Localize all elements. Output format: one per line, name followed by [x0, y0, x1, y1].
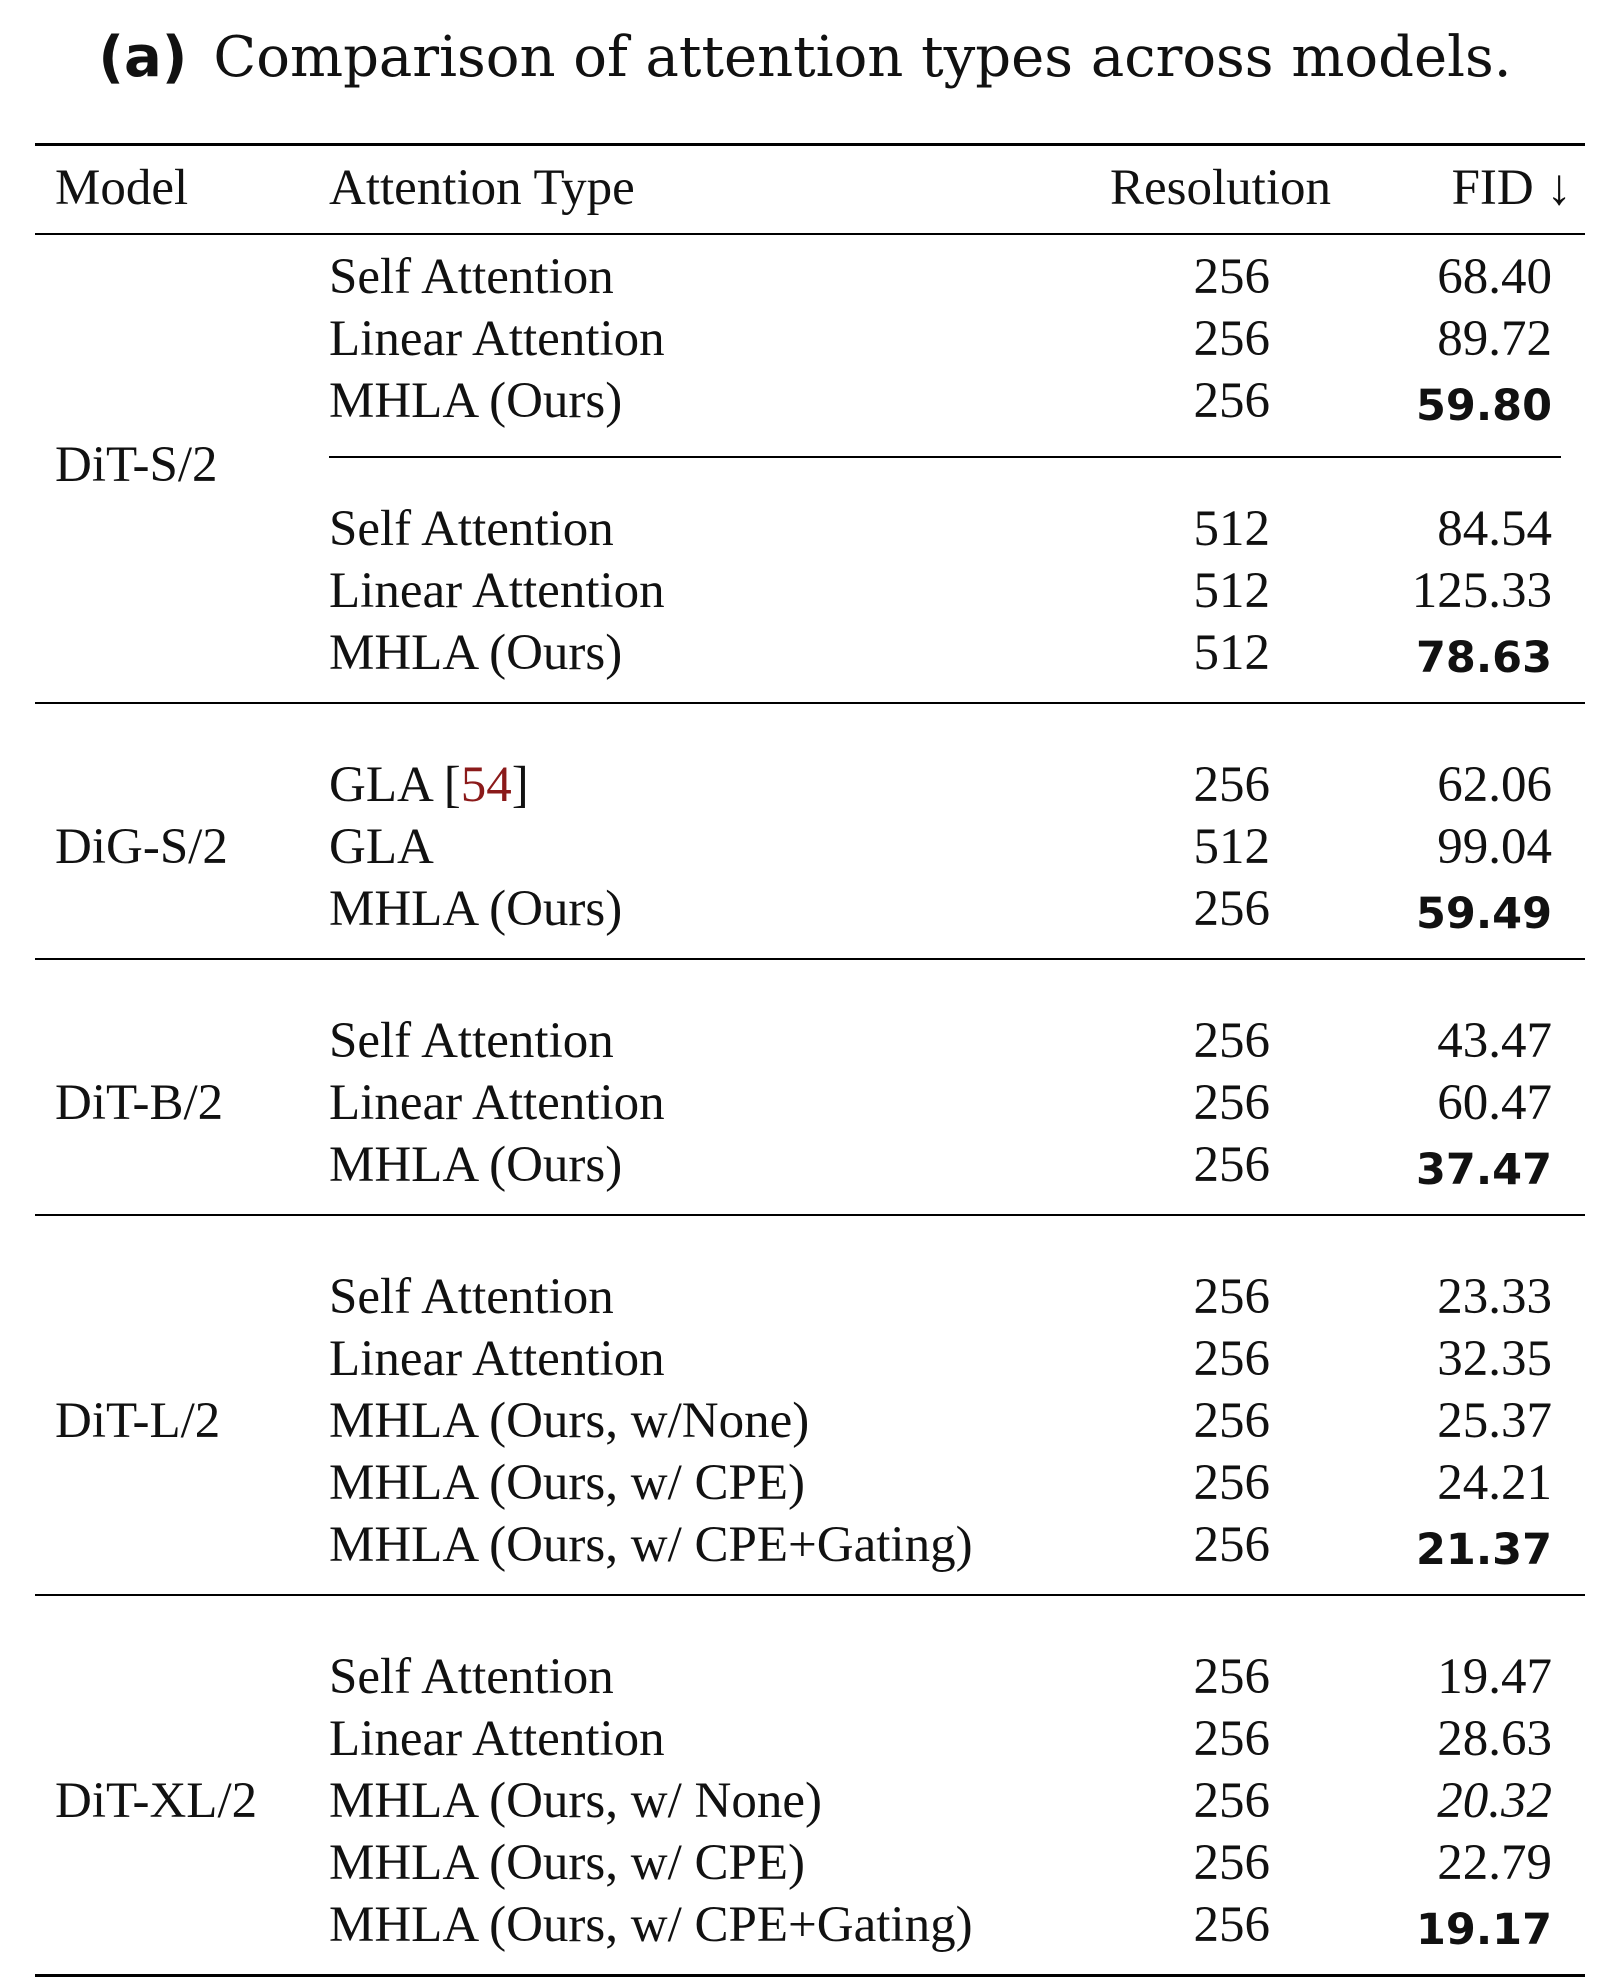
- attention-type-text: Self Attention: [329, 1013, 614, 1069]
- attention-type-text: Linear Attention: [329, 1711, 665, 1767]
- attention-type-cell: [329, 1708, 665, 1770]
- resolution-cell: 256: [1193, 1137, 1270, 1193]
- attention-type-cell: [329, 816, 434, 878]
- fid-value: 19.47: [1437, 1649, 1552, 1705]
- attention-type-cell: [329, 1646, 614, 1708]
- fid-value: 68.40: [1437, 249, 1552, 305]
- attention-type-text: Self Attention: [329, 249, 614, 305]
- resolution-cell: 256: [1193, 311, 1270, 367]
- resolution-cell: 256: [1193, 1331, 1270, 1387]
- fid-value: 99.04: [1437, 819, 1552, 875]
- resolution-cell: 256: [1193, 1013, 1270, 1069]
- attention-type-text: Self Attention: [329, 1269, 614, 1325]
- attention-type-text: MHLA (Ours, w/None): [329, 1393, 810, 1449]
- attention-type-cell: [329, 622, 622, 684]
- attention-type-cell: [329, 1894, 973, 1956]
- attention-type-text: Linear Attention: [329, 311, 665, 367]
- caption-tag: (a): [98, 25, 188, 90]
- attention-type-cell: [329, 1010, 614, 1072]
- resolution-cell: 512: [1193, 563, 1270, 619]
- attention-type-text: Self Attention: [329, 501, 614, 557]
- fid-value: 20.32: [1437, 1773, 1552, 1829]
- attention-type-text: Linear Attention: [329, 1075, 665, 1131]
- attention-type-text: Linear Attention: [329, 1331, 665, 1387]
- resolution-cell: 256: [1193, 373, 1270, 429]
- attention-type-text: MHLA (Ours): [329, 1137, 623, 1193]
- fid-best-value: 21.37: [1415, 1525, 1552, 1575]
- attention-type-text: MHLA (Ours): [329, 373, 623, 429]
- fid-value: 23.33: [1437, 1269, 1552, 1325]
- fid-best-value: 59.49: [1415, 889, 1552, 939]
- fid-value: 89.72: [1437, 311, 1552, 367]
- attention-type-cell: [329, 1072, 665, 1134]
- group-rule: [35, 702, 1585, 704]
- resolution-cell: 256: [1193, 1517, 1270, 1573]
- fid-value: 62.06: [1437, 757, 1552, 813]
- resolution-cell: 512: [1193, 819, 1270, 875]
- attention-type-cell: [329, 1134, 622, 1196]
- resolution-cell: 256: [1193, 757, 1270, 813]
- header-model: Model: [55, 160, 189, 216]
- resolution-cell: 256: [1193, 1393, 1270, 1449]
- attention-type-text: Self Attention: [329, 1649, 614, 1705]
- resolution-cell: 256: [1193, 1897, 1270, 1953]
- attention-type-text: MHLA (Ours): [329, 881, 623, 937]
- fid-value: 24.21: [1437, 1455, 1552, 1511]
- attention-type-cell: [329, 1266, 614, 1328]
- resolution-cell: 512: [1193, 501, 1270, 557]
- attention-type-text: MHLA (Ours, w/ CPE+Gating): [329, 1897, 973, 1953]
- citation-bracket: ]: [511, 757, 529, 813]
- fid-value: 32.35: [1437, 1331, 1552, 1387]
- attention-type-cell: [329, 498, 614, 560]
- attention-type-cell: [329, 1390, 809, 1452]
- resolution-cell: 256: [1193, 1711, 1270, 1767]
- attention-type-cell: [329, 560, 665, 622]
- attention-type-cell: [329, 1832, 805, 1894]
- group-rule: [35, 958, 1585, 960]
- model-name: DiG-S/2: [55, 819, 228, 875]
- attention-type-text: MHLA (Ours, w/ None): [329, 1773, 822, 1829]
- group-rule: [35, 1214, 1585, 1216]
- fid-value: 60.47: [1437, 1075, 1552, 1131]
- group-rule: [35, 1594, 1585, 1596]
- header-fid: FID ↓: [1451, 160, 1572, 216]
- attention-type-cell: [329, 1514, 973, 1576]
- fid-value: 25.37: [1437, 1393, 1552, 1449]
- caption-text: Comparison of attention types across models.: [213, 25, 1512, 90]
- attention-type-text: MHLA (Ours): [329, 625, 623, 681]
- header-resolution: Resolution: [1110, 160, 1332, 216]
- table-caption: [0, 18, 1610, 98]
- resolution-cell: 256: [1193, 249, 1270, 305]
- resolution-cell: 256: [1193, 881, 1270, 937]
- resolution-cell: 256: [1193, 1773, 1270, 1829]
- model-name: DiT-S/2: [55, 437, 218, 493]
- resolution-cell: 256: [1193, 1269, 1270, 1325]
- fid-best-value: 59.80: [1415, 381, 1552, 431]
- fid-value: 125.33: [1411, 563, 1552, 619]
- attention-type-text: GLA: [329, 819, 434, 875]
- attention-type-cell: [329, 370, 622, 432]
- resolution-cell: 256: [1193, 1649, 1270, 1705]
- attention-type-cell: [329, 878, 622, 940]
- attention-type-text: Linear Attention: [329, 563, 665, 619]
- fid-value: 43.47: [1437, 1013, 1552, 1069]
- header-attention-type: Attention Type: [329, 160, 635, 216]
- resolution-cell: 512: [1193, 625, 1270, 681]
- top-rule: [35, 143, 1585, 146]
- model-name: DiT-L/2: [55, 1393, 221, 1449]
- citation-link[interactable]: 54: [460, 757, 512, 813]
- attention-type-cell: [329, 308, 665, 370]
- attention-type-text: MHLA (Ours, w/ CPE): [329, 1835, 806, 1891]
- fid-best-value: 78.63: [1415, 633, 1552, 683]
- resolution-cell: 256: [1193, 1835, 1270, 1891]
- fid-value: 28.63: [1437, 1711, 1552, 1767]
- attention-type-cell: [329, 1770, 822, 1832]
- model-name: DiT-XL/2: [55, 1773, 258, 1829]
- attention-type-cell: [329, 1328, 665, 1390]
- subgroup-rule: [329, 456, 1561, 458]
- fid-best-value: 37.47: [1415, 1145, 1552, 1195]
- resolution-cell: 256: [1193, 1455, 1270, 1511]
- attention-type-text: MHLA (Ours, w/ CPE): [329, 1455, 806, 1511]
- resolution-cell: 256: [1193, 1075, 1270, 1131]
- header-rule: [35, 233, 1585, 235]
- fid-best-value: 19.17: [1415, 1905, 1552, 1955]
- attention-type-cell: [329, 1452, 805, 1514]
- attention-type-text: GLA [: [329, 757, 461, 813]
- attention-type-text: MHLA (Ours, w/ CPE+Gating): [329, 1517, 973, 1573]
- attention-type-cell: [329, 754, 529, 816]
- fid-value: 84.54: [1437, 501, 1552, 557]
- model-name: DiT-B/2: [55, 1075, 224, 1131]
- fid-value: 22.79: [1437, 1835, 1552, 1891]
- attention-type-cell: [329, 246, 614, 308]
